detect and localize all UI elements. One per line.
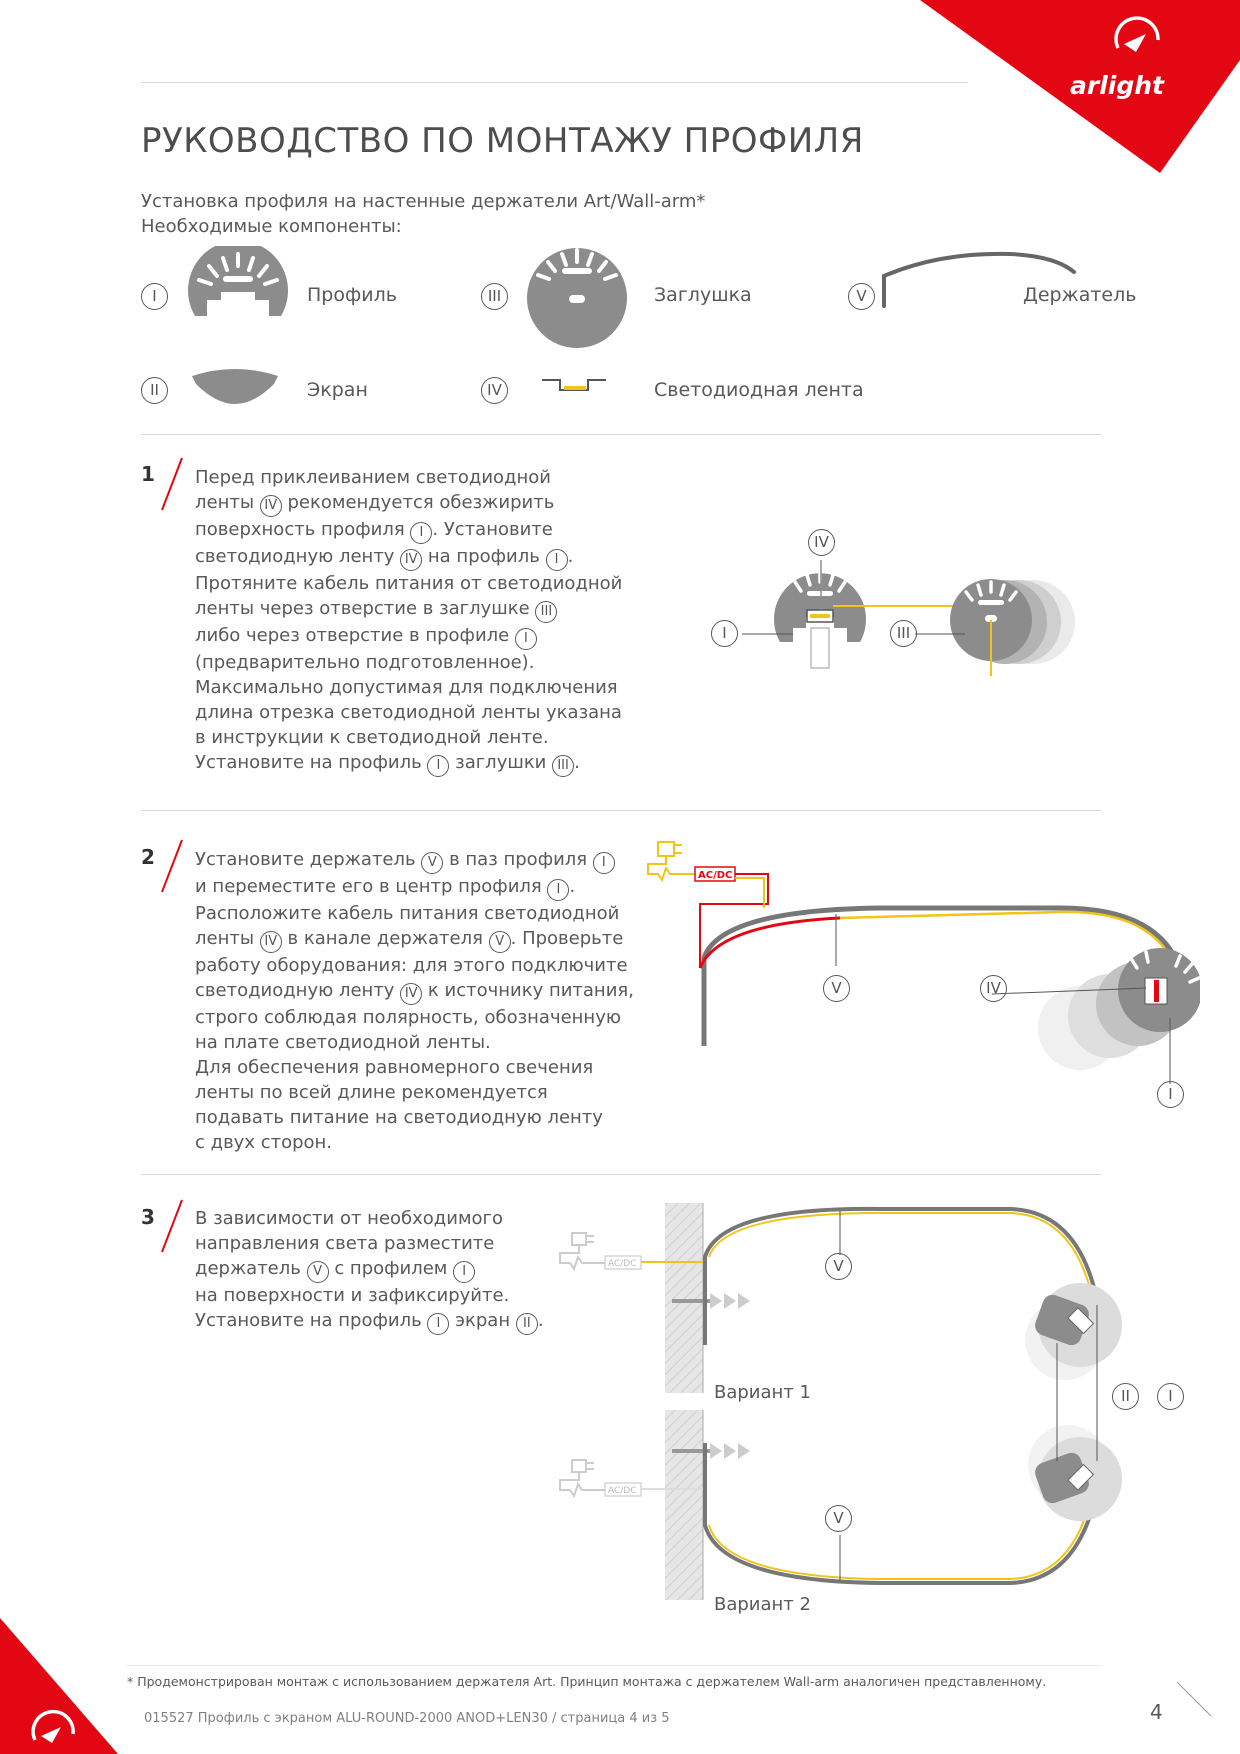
step-line xyxy=(195,1005,634,1030)
step-text-run: ленты через отверстие в заглушке xyxy=(195,598,536,619)
inline-numeral-i: I xyxy=(547,879,569,901)
page-title: РУКОВОДСТВО ПО МОНТАЖУ ПРОФИЛЯ xyxy=(141,121,864,161)
diagram2-numeral-i: I xyxy=(1157,1081,1184,1108)
step-text-run: с двух сторон. xyxy=(195,1132,333,1153)
step-text-run: в канале держателя xyxy=(281,928,489,949)
step-line xyxy=(195,650,622,675)
step-text-run: направления света разместите xyxy=(195,1233,495,1254)
component-label-holder: Держатель xyxy=(1023,284,1137,306)
step-text xyxy=(195,847,634,1155)
profile-bracket xyxy=(811,628,829,668)
step-text-run: держатель xyxy=(195,1258,307,1279)
holder-illustration xyxy=(880,250,1080,310)
plug-icon-gray-1 xyxy=(560,1233,605,1269)
inline-numeral-i: I xyxy=(427,1313,449,1335)
step-text-run: ленты по всей длине рекомендуется xyxy=(195,1082,548,1103)
step-line xyxy=(195,596,622,623)
step-line xyxy=(195,623,622,650)
step-text-run: рекомендуется обезжирить xyxy=(281,492,555,513)
inline-numeral-v: V xyxy=(307,1261,329,1283)
inline-numeral-iv: IV xyxy=(260,931,282,953)
step-text-run: Расположите кабель питания светодиодной xyxy=(195,903,620,924)
step-number: 2 xyxy=(141,845,155,869)
component-numeral-i: I xyxy=(141,283,168,310)
inline-numeral-iv: IV xyxy=(400,983,422,1005)
screen-illustration xyxy=(190,364,280,408)
step-line xyxy=(195,571,622,596)
step-line xyxy=(195,1256,544,1283)
endcap-illustration xyxy=(525,246,629,350)
step1-diagram xyxy=(715,530,1095,680)
step-text-run: на плате светодиодной ленты. xyxy=(195,1032,491,1053)
acdc-label-gray-2: AC/DC xyxy=(608,1486,637,1496)
step-line xyxy=(195,750,622,777)
step-line xyxy=(195,1030,634,1055)
step-text-run: на профиль xyxy=(422,546,546,567)
step-line xyxy=(195,847,634,874)
diagram3-numeral-ii: II xyxy=(1112,1383,1139,1410)
document-info: 015527 Профиль с экраном ALU-ROUND-2000 ANOD+LEN30 / страница 4 из 5 xyxy=(144,1711,670,1726)
step-number: 1 xyxy=(141,462,155,486)
step-line xyxy=(195,978,634,1005)
step-text-run: Перед приклеиванием светодиодной xyxy=(195,467,551,488)
step-line xyxy=(195,1283,544,1308)
step-line xyxy=(195,953,634,978)
diagram2-numeral-iv: IV xyxy=(980,975,1007,1002)
inline-numeral-i: I xyxy=(515,628,537,650)
subtitle-line-1: Установка профиля на настенные держатели Art/Wall-arm* xyxy=(141,191,706,212)
profile-illustration xyxy=(183,246,293,336)
step-text-run: либо через отверстие в профиле xyxy=(195,625,515,646)
step-text-run: на поверхности и зафиксируйте. xyxy=(195,1285,510,1306)
step-line xyxy=(195,874,634,901)
step-text-run: в паз профиля xyxy=(443,849,593,870)
step-text-run: с профилем xyxy=(328,1258,454,1279)
footer-divider xyxy=(127,1665,1101,1666)
step-text-run: Максимально допустимая для подключения xyxy=(195,677,618,698)
step-text-run: и переместите его в центр профиля xyxy=(195,876,548,897)
diagram3-numeral-v-1: V xyxy=(825,1253,852,1280)
subtitle-line-2: Необходимые компоненты: xyxy=(141,216,402,237)
step-text-run: . xyxy=(569,876,576,897)
divider-step2 xyxy=(141,1174,1101,1175)
step-line xyxy=(195,700,622,725)
component-numeral-iv: IV xyxy=(481,377,508,404)
step-line xyxy=(195,901,634,926)
step-number: 3 xyxy=(141,1205,155,1229)
component-label-profile: Профиль xyxy=(307,284,397,306)
step-text-run: подавать питание на светодиодную ленту xyxy=(195,1107,603,1128)
step-slash-icon xyxy=(158,454,186,514)
variant-1-label: Вариант 1 xyxy=(714,1382,811,1403)
component-label-led-strip: Светодиодная лента xyxy=(654,379,864,401)
step-line xyxy=(195,1130,634,1155)
step-line xyxy=(195,517,622,544)
plug-icon xyxy=(648,842,695,880)
brand-corner xyxy=(920,0,1240,175)
step-text-run: ленты xyxy=(195,928,260,949)
step-text-run: ленты xyxy=(195,492,260,513)
acdc-label: AC/DC xyxy=(698,870,733,881)
step-text-run: Установите на профиль xyxy=(195,1310,428,1331)
step-text-run: экран xyxy=(449,1310,516,1331)
step-slash-icon xyxy=(158,1196,186,1256)
component-label-endcap: Заглушка xyxy=(654,284,752,306)
step-line xyxy=(195,725,622,750)
step-text-run: поверхность профиля xyxy=(195,519,411,540)
step-text-run: . xyxy=(567,546,574,567)
step-line xyxy=(195,1206,544,1231)
step-text-run: Установите держатель xyxy=(195,849,422,870)
diagram1-numeral-iv: IV xyxy=(808,529,835,556)
step-text-run: светодиодную ленту xyxy=(195,980,401,1001)
page-corner-slash xyxy=(1175,1680,1215,1720)
diagram2-numeral-v: V xyxy=(823,975,850,1002)
page-number: 4 xyxy=(1150,1700,1163,1724)
step-text-run: в инструкции к светодиодной ленте. xyxy=(195,727,549,748)
step-text-run: Для обеспечения равномерного свечения xyxy=(195,1057,594,1078)
acdc-box xyxy=(695,867,735,881)
step-line xyxy=(195,1080,634,1105)
diagram3-numeral-v-2: V xyxy=(825,1505,852,1532)
step-text-run: строго соблюдая полярность, обозначенную xyxy=(195,1007,622,1028)
component-numeral-v: V xyxy=(848,283,875,310)
inline-numeral-v: V xyxy=(489,931,511,953)
step-text-run: светодиодную ленту xyxy=(195,546,401,567)
step2-diagram xyxy=(640,828,1200,1118)
diagram1-numeral-iii: III xyxy=(890,620,917,647)
step-line xyxy=(195,1231,544,1256)
step-text xyxy=(195,465,622,777)
step-line xyxy=(195,465,622,490)
divider-components xyxy=(141,434,1101,435)
plug-icon-gray-2 xyxy=(560,1460,605,1496)
step3-diagram xyxy=(550,1195,1200,1615)
step-text-run: (предварительно подготовленное). xyxy=(195,652,535,673)
divider-step1 xyxy=(141,810,1101,811)
footnote: * Продемонстрирован монтаж с использованием держателя Art. Принцип монтажа с держателем Wall-arm аналогичен представленному. xyxy=(127,1674,1047,1689)
step-text-run: Установите на профиль xyxy=(195,752,428,773)
step-text-run: . Установите xyxy=(432,519,553,540)
acdc-label-gray-1: AC/DC xyxy=(608,1259,637,1269)
step-slash-icon xyxy=(158,836,186,896)
step-text-run: В зависимости от необходимого xyxy=(195,1208,504,1229)
inline-numeral-i: I xyxy=(410,522,432,544)
led-strip-illustration xyxy=(540,376,610,400)
step-line xyxy=(195,544,622,571)
step-text-run: длина отрезка светодиодной ленты указана xyxy=(195,702,622,723)
component-numeral-iii: III xyxy=(481,283,508,310)
inline-numeral-i: I xyxy=(453,1261,475,1283)
step-line xyxy=(195,1308,544,1335)
step-text-run: работу оборудования: для этого подключите xyxy=(195,955,628,976)
step-text-run: . xyxy=(574,752,580,773)
step-text-run: заглушки xyxy=(449,752,553,773)
subtitle xyxy=(141,189,705,239)
step-line xyxy=(195,1105,634,1130)
inline-numeral-i: I xyxy=(593,852,615,874)
inline-numeral-iii: III xyxy=(552,755,574,777)
brand-corner-bottom xyxy=(0,1610,125,1754)
inline-numeral-i: I xyxy=(427,755,449,777)
inline-numeral-iv: IV xyxy=(400,549,422,571)
step-text-run: . xyxy=(537,1310,544,1331)
diagram3-numeral-i: I xyxy=(1157,1383,1184,1410)
step-line xyxy=(195,490,622,517)
inline-numeral-ii: II xyxy=(516,1313,538,1335)
step-line xyxy=(195,926,634,953)
inline-numeral-i: I xyxy=(546,549,568,571)
step-text-run: к источнику питания, xyxy=(422,980,634,1001)
inline-numeral-v: V xyxy=(421,852,443,874)
inline-numeral-iii: III xyxy=(535,601,557,623)
variant-2-label: Вариант 2 xyxy=(714,1594,811,1615)
inline-numeral-iv: IV xyxy=(260,495,282,517)
step-line xyxy=(195,675,622,700)
step-text-run: . Проверьте xyxy=(510,928,624,949)
header-divider xyxy=(141,82,968,83)
step-line xyxy=(195,1055,634,1080)
wall-section-1 xyxy=(665,1203,703,1393)
step-text xyxy=(195,1206,544,1335)
component-label-screen: Экран xyxy=(307,379,368,401)
step-text-run: Протяните кабель питания от светодиодной xyxy=(195,573,623,594)
wall-section-2 xyxy=(665,1410,703,1600)
brand-logo-text: arlight xyxy=(1070,71,1164,100)
component-numeral-ii: II xyxy=(141,377,168,404)
diagram1-numeral-i: I xyxy=(711,620,738,647)
